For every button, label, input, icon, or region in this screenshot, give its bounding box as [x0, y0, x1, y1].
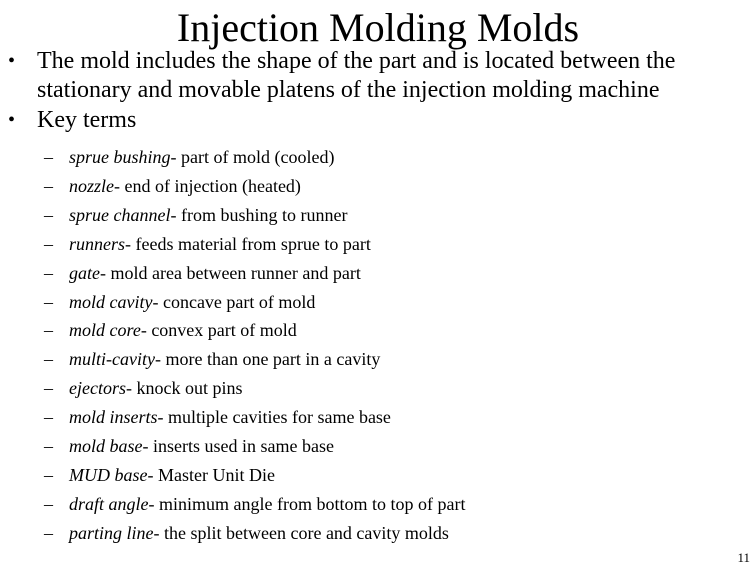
- key-term-item: [0, 461, 756, 490]
- bullet-text: Key terms: [37, 107, 137, 133]
- key-terms-list: [0, 143, 756, 548]
- key-term-definition: concave part of mold: [158, 291, 316, 312]
- key-term: sprue channel-: [69, 204, 177, 225]
- key-term-item: [0, 345, 756, 374]
- dash-icon: –: [44, 291, 53, 312]
- dash-icon: –: [44, 436, 53, 457]
- key-term-definition: end of injection (heated): [120, 175, 301, 196]
- key-term-item: [0, 519, 756, 548]
- key-term-definition: knock out pins: [131, 378, 243, 399]
- dash-icon: –: [44, 204, 53, 225]
- key-term: mold inserts-: [69, 407, 164, 428]
- key-term-definition: inserts used in same base: [148, 436, 334, 457]
- key-term-definition: feeds material from sprue to part: [131, 233, 371, 254]
- key-term-item: [0, 230, 756, 259]
- key-term: draft angle-: [69, 493, 155, 514]
- key-term-definition: multiple cavities for same base: [163, 407, 391, 428]
- key-term-definition: convex part of mold: [146, 320, 297, 341]
- dash-icon: –: [44, 175, 53, 196]
- key-term: mold base-: [69, 436, 149, 457]
- key-term-item: [0, 316, 756, 345]
- dash-icon: –: [44, 522, 53, 543]
- key-term: multi-cavity-: [69, 349, 161, 370]
- dash-icon: –: [44, 320, 53, 341]
- key-term-definition: the split between core and cavity molds: [159, 522, 449, 543]
- key-term-definition: Master Unit Die: [153, 464, 275, 485]
- key-term: sprue bushing-: [69, 147, 177, 167]
- dash-icon: –: [44, 262, 53, 283]
- key-term-item: [0, 259, 756, 288]
- dash-icon: –: [44, 349, 53, 370]
- bullet-item-key-terms: [0, 106, 737, 135]
- bullet-icon: •: [8, 109, 16, 131]
- key-term-item: [0, 172, 756, 201]
- key-term-item: [0, 374, 756, 403]
- key-term: parting line-: [69, 522, 160, 543]
- key-term-item: [0, 432, 756, 461]
- dash-icon: –: [44, 464, 53, 485]
- key-term-definition: mold area between runner and part: [105, 262, 361, 283]
- key-term: gate-: [69, 262, 106, 283]
- dash-icon: –: [44, 378, 53, 399]
- key-term: ejectors-: [69, 378, 132, 399]
- key-term-definition: more than one part in a cavity: [160, 349, 381, 370]
- bullet-icon: •: [8, 50, 16, 72]
- bullet-list: [0, 47, 756, 548]
- key-term-item: [0, 490, 756, 519]
- page-number: 11: [737, 550, 750, 565]
- key-term-definition: part of mold (cooled): [176, 147, 335, 167]
- dash-icon: –: [44, 407, 53, 428]
- key-term-item: [0, 288, 756, 317]
- key-term: nozzle-: [69, 175, 120, 196]
- key-term: runners-: [69, 233, 131, 254]
- dash-icon: –: [44, 493, 53, 514]
- dash-icon: –: [44, 233, 53, 254]
- bullet-item-mold-description: [0, 47, 737, 105]
- bullet-text: The mold includes the shape of the part and is located between the stationary and movable platens of the injection molding machine: [37, 48, 676, 103]
- key-term: MUD base-: [69, 464, 154, 485]
- key-term-item: [0, 201, 756, 230]
- key-term-definition: from bushing to runner: [176, 204, 348, 225]
- key-term-definition: minimum angle from bottom to top of part: [154, 493, 466, 514]
- key-term: mold cavity-: [69, 291, 159, 312]
- key-term: mold core-: [69, 320, 147, 341]
- key-term-item: [0, 403, 756, 432]
- slide-title: Injection Molding Molds: [176, 5, 580, 50]
- dash-icon: –: [44, 147, 53, 167]
- key-term-item: [0, 143, 756, 172]
